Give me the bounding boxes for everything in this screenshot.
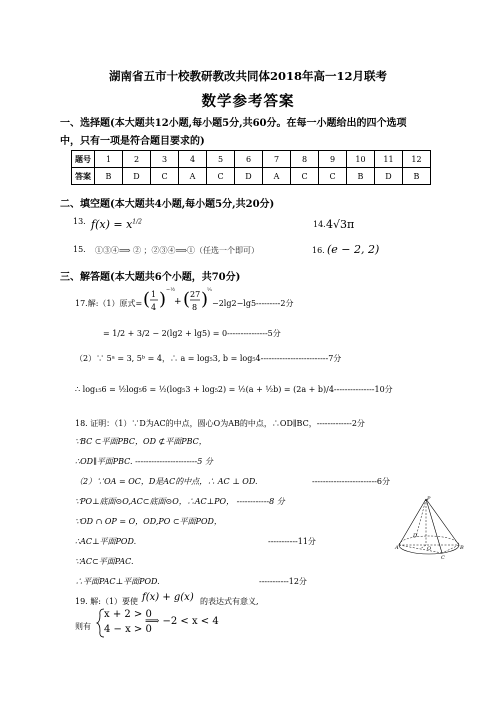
q13-answer: [91, 218, 142, 231]
svg-text:27: 27: [190, 290, 201, 299]
svg-text:): ): [201, 289, 209, 310]
q18-line9: ∴平面PAC⊥平面POD.: [75, 577, 160, 586]
svg-text:(: (: [183, 289, 191, 310]
table-header-cell: 答案: [72, 168, 95, 185]
table-cell: 9: [319, 151, 347, 168]
table-cell: D: [235, 168, 263, 185]
document-title: 湖南省五市十校教研教改共同体2018年高一12月联考: [108, 69, 387, 83]
table-cell: B: [95, 168, 123, 185]
table-cell: 8: [291, 151, 319, 168]
q19-result: ⟹ −2 < x < 4: [145, 616, 219, 627]
q18-line8: ∵AC⊂平面PAC.: [75, 557, 134, 566]
svg-text:8: 8: [192, 303, 198, 312]
q18-line6: ∵OD ∩ OP = O，OD,PO ⊂平面POD，: [75, 517, 222, 526]
svg-text:4: 4: [151, 303, 157, 312]
q13-label: 13.: [73, 217, 86, 226]
q17-line4: ∴ log₁₅6 = ½log₅6 = ½(log₅3 + log₅2) = ½(a + ½b) = (2a + b)/4---------------10分: [75, 385, 393, 394]
svg-text:−½: −½: [166, 287, 176, 293]
q13-exponent: 1/2: [132, 218, 142, 226]
q17-line2: = 1/2 + 3/2 − 2(lg2 + lg5) = 0---------------5分: [103, 329, 281, 338]
q14-answer: 4√3π: [326, 218, 355, 231]
table-cell: B: [403, 168, 431, 185]
svg-text:1: 1: [151, 290, 157, 299]
table-cell: 7: [263, 151, 291, 168]
section1-heading: 一、选择题(本大题共12小题,每小题5分,共60分。在每一小题给出的四个选项: [60, 118, 407, 129]
q16-label: 16.: [312, 246, 325, 255]
section2-heading: 二、填空题(本大题共4小题,每小题5分,共20分): [60, 199, 275, 210]
label-o: O: [427, 546, 432, 552]
table-cell: B: [347, 168, 375, 185]
q18-line1: 18. 证明：（1）∵D为AC的中点，圆心O为AB的中点，∴OD∥BC，-------------2分: [75, 419, 365, 428]
table-cell: 10: [347, 151, 375, 168]
table-cell: 2: [123, 151, 151, 168]
q15-label: 15.: [73, 245, 86, 254]
label-b: B: [460, 545, 464, 551]
q17-line1-prefix: 17.解:（1）原式=: [75, 299, 143, 308]
document-subtitle: 数学参考答案: [201, 93, 295, 110]
q19-system-row1: x + 2 > 0: [104, 609, 152, 620]
table-cell: A: [263, 168, 291, 185]
table-header-cell: 题号: [72, 151, 95, 168]
section1-heading-cont: 中，只有一项是符合题目要求的): [60, 136, 205, 147]
table-cell: 3: [151, 151, 179, 168]
table-row-answers: [72, 168, 431, 185]
svg-text:⅓: ⅓: [207, 287, 212, 293]
label-p: P: [427, 496, 431, 502]
q18-line3: ∴OD∥平面PBC. -----------------------5 分: [75, 457, 213, 466]
q19-line1-suffix: 的表达式有意义,: [200, 597, 259, 606]
table-cell: 6: [235, 151, 263, 168]
q18-line5: ∵PO⊥底面⊙O,AC⊂底面⊙O，∴AC⊥PO， ------------8 分: [75, 497, 285, 506]
q18-line9-score: -----------12分: [259, 577, 307, 586]
label-a: A: [395, 545, 399, 551]
table-cell: A: [179, 168, 207, 185]
q18-line2: ∵BC ⊂平面PBC，OD ⊄平面PBC，: [75, 437, 207, 446]
q17-line1-suffix: −2lg2−lg5---------2分: [212, 299, 294, 308]
label-d: D: [413, 533, 418, 539]
q16-answer: (e − 2, 2): [327, 243, 380, 256]
q15-answer: ①③④⟹ ② ；②③④⟹①（任选一个即可）: [95, 246, 260, 255]
q13-formula: f(x) = x: [91, 218, 133, 231]
q17-fraction-expression: [143, 283, 213, 319]
cone-figure: [396, 495, 468, 561]
answer-table: [71, 150, 431, 185]
q19-system-row2: 4 − x > 0: [104, 624, 152, 635]
svg-text:): ): [159, 289, 167, 310]
q19-function: f(x) + g(x): [142, 592, 194, 603]
table-cell: D: [375, 168, 403, 185]
table-cell: C: [207, 168, 235, 185]
table-cell: D: [123, 168, 151, 185]
q18-line7-score: -----------11分: [268, 537, 316, 546]
q19-line1-prefix: 19. 解:（1）要使: [75, 597, 139, 606]
table-cell: C: [151, 168, 179, 185]
table-row-numbers: [72, 151, 431, 168]
svg-text:+: +: [174, 297, 182, 307]
q18-line7: ∴AC⊥平面POD.: [75, 537, 137, 546]
table-cell: C: [291, 168, 319, 185]
q18-line4-score: ------------------------6分: [312, 477, 390, 486]
q14-label: 14.: [313, 220, 326, 229]
label-c: C: [441, 555, 445, 561]
table-cell: 12: [403, 151, 431, 168]
q17-line3: （2）∵ 5ᵃ = 3, 5ᵇ = 4，∴ a = log₅3, b = log₅4-------------------------7分: [75, 354, 342, 363]
table-cell: 5: [207, 151, 235, 168]
table-cell: 11: [375, 151, 403, 168]
q19-then: 则有: [75, 622, 91, 631]
table-cell: 1: [95, 151, 123, 168]
svg-text:(: (: [143, 289, 151, 310]
q18-line4: （2）∵OA = OC，D是AC的中点，∴ AC ⊥ OD.: [75, 477, 258, 486]
table-cell: 4: [179, 151, 207, 168]
section3-heading: 三、解答题(本大题共6个小题，共70分): [60, 272, 241, 283]
table-cell: C: [319, 168, 347, 185]
